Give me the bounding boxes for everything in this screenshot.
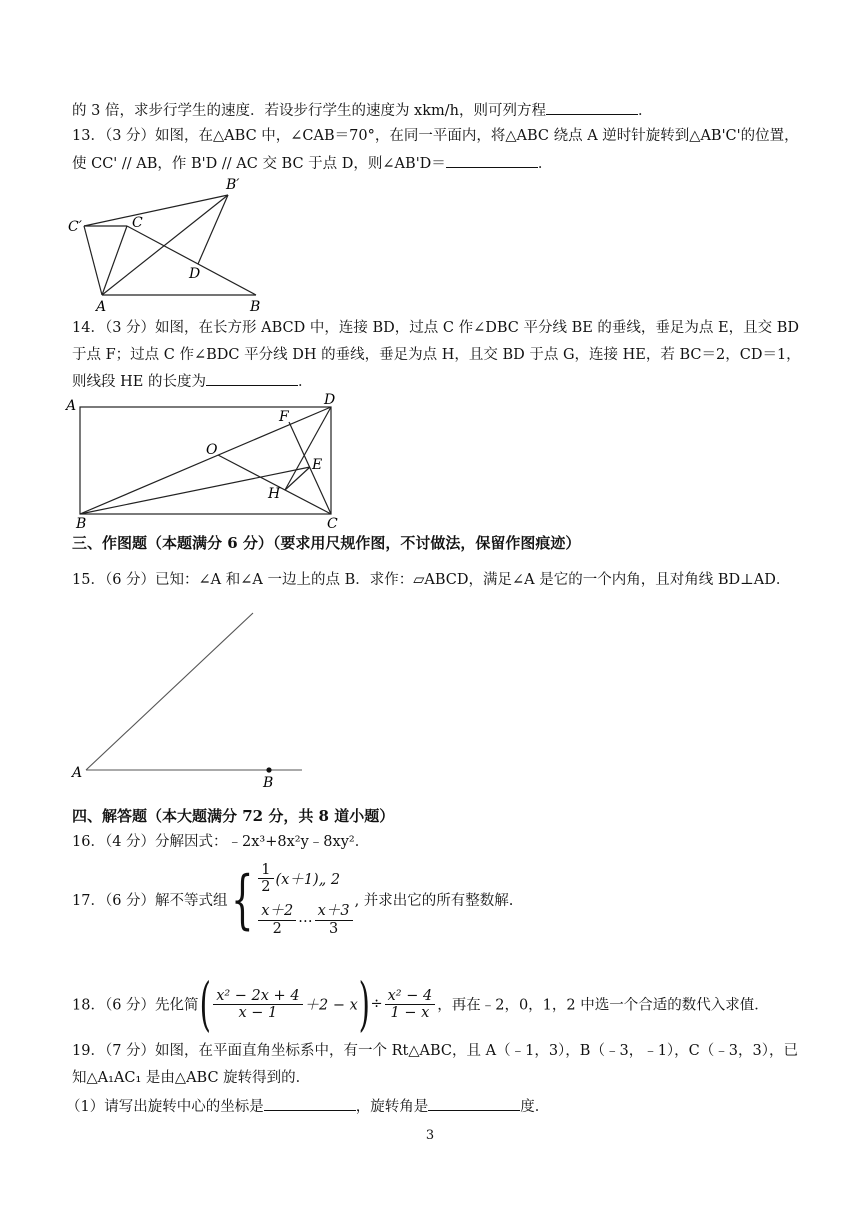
fraction: [258, 862, 273, 895]
q18-prefix: 18．（6 分）先化简: [72, 997, 199, 1014]
q14-line2: 于点 F；过点 C 作∠BDC 平分线 DH 的垂线，垂足为点 H，且交 BD 于点 G，连接 HE，若 BC＝2，CD＝1，: [72, 347, 801, 363]
answer-blank: [546, 100, 638, 115]
q13-figure: [60, 175, 280, 315]
numerator: 1: [258, 862, 273, 879]
label-e: E: [312, 457, 323, 473]
label-b-prime: B′: [226, 177, 240, 193]
q18: [72, 970, 769, 1038]
numerator: x² − 2x + 4: [213, 988, 302, 1005]
inequality-1: [256, 862, 354, 895]
label-c-prime: C′: [68, 219, 82, 235]
label-h: H: [268, 486, 281, 502]
answer-blank: [264, 1096, 356, 1111]
q19-line1: 19．（7 分）如图，在平面直角坐标系中，有一个 Rt△ABC，且 A（﹣1，3），B（﹣3，﹣1），C（﹣3，3），已: [72, 1043, 798, 1059]
numerator: x² − 4: [385, 988, 436, 1005]
answer-blank: [446, 153, 538, 168]
left-paren-icon: (: [199, 970, 211, 1038]
fraction: [258, 899, 296, 937]
q19-sub1-c: 度．: [520, 1099, 550, 1115]
label-a: A: [66, 398, 77, 414]
q15-figure: [60, 605, 320, 790]
label-f: F: [279, 409, 289, 425]
inequality-1-rest: (x＋1)„ 2: [275, 872, 341, 888]
numerator: x＋3: [315, 899, 353, 921]
inequality-2: [256, 899, 354, 937]
denominator: 2: [261, 879, 271, 895]
denominator: x − 1: [238, 1004, 278, 1021]
q12-tail: [72, 100, 653, 121]
fraction: [385, 988, 436, 1021]
divide-sign: ÷: [370, 996, 383, 1012]
label-o: O: [206, 442, 218, 458]
label-c: C: [132, 215, 143, 231]
label-d: D: [324, 392, 336, 408]
brace-icon: {: [230, 862, 254, 937]
q19-sub1-b: ，旋转角是: [355, 1099, 429, 1115]
q19-line2: 知△A₁AC₁ 是由△ABC 旋转得到的．: [72, 1070, 311, 1086]
q13-line2: [72, 153, 552, 174]
q18-mid: ＋2 − x: [304, 997, 358, 1014]
inequality-system: [256, 862, 354, 937]
q14-line3: [72, 371, 312, 392]
q13-line2-text: 使 CC' // AB，作 B'D // AC 交 BC 于点 D，则∠AB'D＝: [72, 156, 446, 172]
denominator: 1 − x: [390, 1004, 430, 1021]
right-paren-icon: ): [358, 970, 370, 1038]
q12-end: ．: [638, 103, 653, 119]
label-c: C: [327, 516, 338, 530]
fraction: [213, 988, 302, 1021]
denominator: 2: [272, 921, 282, 937]
denominator: 3: [329, 921, 339, 937]
label-d: D: [189, 266, 201, 282]
answer-blank: [206, 371, 298, 386]
q18-suffix: ，再在﹣2，0，1，2 中选一个合适的数代入求值．: [437, 997, 769, 1014]
label-b: B: [250, 299, 261, 315]
q14-line1: 14．（3 分）如图，在长方形 ABCD 中，连接 BD，过点 C 作∠DBC 平分线 BE 的垂线，垂足为点 E，且交 BD: [72, 320, 800, 336]
q17-suffix: , 并求出它的所有整数解.: [354, 893, 514, 909]
label-b: B: [263, 775, 274, 790]
point-b: [266, 767, 271, 772]
q17-prefix: 17．（6 分）解不等式组: [72, 893, 228, 909]
q13-line1: 13．（3 分）如图，在△ABC 中，∠CAB＝70°，在同一平面内，将△ABC 绕点 A 逆时针旋转到△AB'C'的位置，: [72, 128, 799, 144]
q14-end: ．: [297, 374, 313, 390]
label-b: B: [76, 516, 87, 530]
q19-sub1-a: （1）请写出旋转中心的坐标是: [66, 1099, 264, 1115]
section-3-title: 三、作图题（本题满分 6 分）（要求用尺规作图，不讨做法，保留作图痕迹）: [72, 534, 581, 552]
fraction: [315, 899, 353, 937]
label-a: A: [96, 299, 107, 315]
q12-text: 的 3 倍，求步行学生的速度．若设步行学生的速度为 xkm/h，则可列方程: [72, 103, 546, 119]
answer-blank: [428, 1096, 520, 1111]
label-a: A: [72, 765, 83, 781]
page-number: 3: [425, 1128, 435, 1143]
q14-line3-text: 则线段 HE 的长度为: [72, 374, 206, 390]
q19-sub1: [66, 1096, 549, 1117]
numerator: x＋2: [258, 899, 296, 921]
q15-text: 15．（6 分）已知：∠A 和∠A 一边上的点 B．求作：▱ABCD，满足∠A 是它的一个内角，且对角线 BD⊥AD．: [72, 572, 791, 588]
q16-text: 16．（4 分）分解因式：﹣2x³+8x²y﹣8xy²．: [72, 834, 370, 850]
q17: [72, 862, 513, 937]
q14-figure: [60, 390, 360, 530]
section-4-title: 四、解答题（本大题满分 72 分，共 8 道小题）: [72, 807, 395, 825]
inequality-op: …: [298, 910, 313, 926]
q13-end: ．: [537, 156, 553, 172]
